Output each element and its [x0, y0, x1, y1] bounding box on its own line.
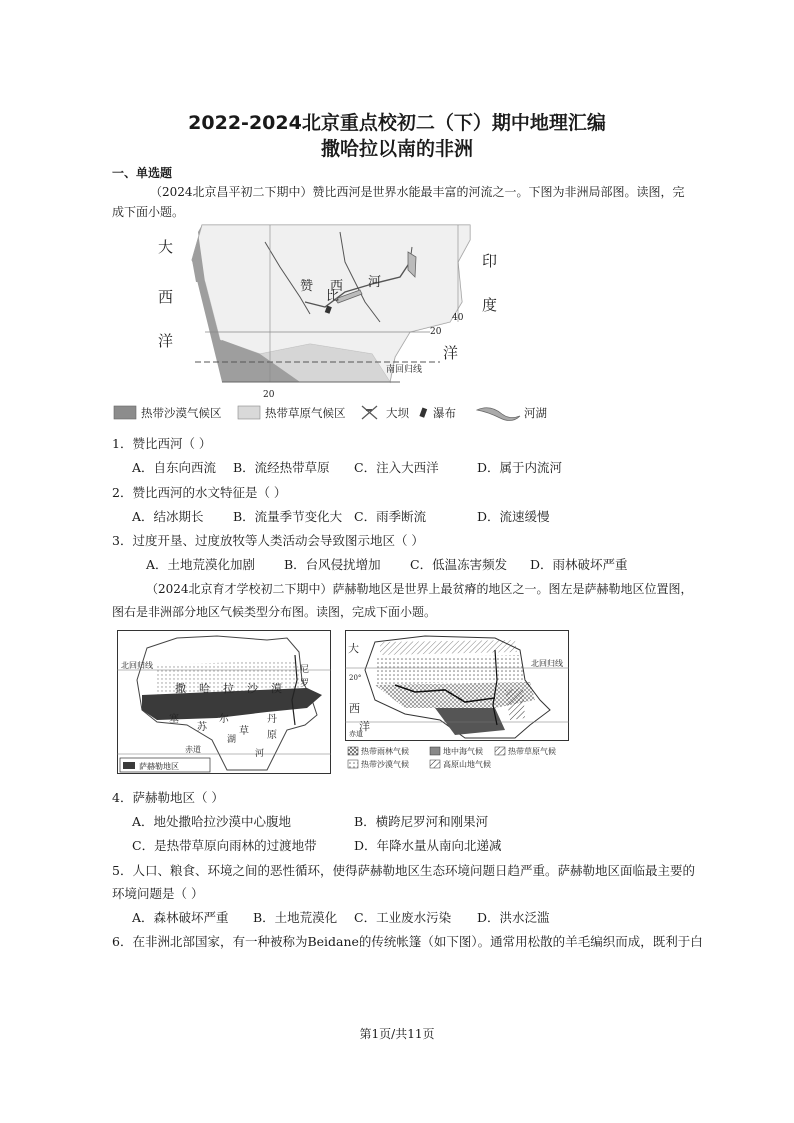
atlantic3-3: 洋 [359, 720, 370, 733]
q5-option-c[interactable]: C．工业废水污染 [354, 910, 452, 925]
legend-savanna: 热带草原气候区 [265, 406, 346, 420]
lat20-label: 20 [430, 327, 442, 337]
capricorn-label: 南回归线 [386, 365, 423, 375]
sahara-5: 漠 [271, 682, 282, 695]
legend-dam: 大坝 [386, 406, 409, 420]
q5-option-a[interactable]: A．森林破坏严重 [132, 910, 229, 925]
sahel-location-map [117, 630, 331, 774]
equator-label: 赤道 [185, 745, 201, 754]
q4-stem: 4．萨赫勒地区（ ） [112, 790, 224, 805]
nile-3: 河 [255, 749, 265, 759]
document-subtitle: 撒哈拉以南的非洲 [320, 138, 473, 160]
q2-stem: 2．赞比西河的水文特征是（ ） [112, 485, 287, 500]
q5-stem-line2: 环境问题是（ ） [112, 886, 204, 901]
intro1-line2: 成下面小题。 [112, 205, 185, 219]
q3-option-b[interactable]: B．台风侵扰增加 [284, 557, 381, 572]
q4-option-b[interactable]: B．横跨尼罗河和刚果河 [354, 814, 489, 829]
q6-stem-line1: 6．在非洲北部国家，有一种被称为Beidane的传统帐篷（如下图）。通常用松散的羊毛编织而成，既利于白 [112, 934, 703, 949]
document-title: 2022-2024北京重点校初二（下）期中地理汇编 [188, 112, 606, 134]
sahara-4: 沙 [247, 682, 258, 695]
legend-desert: 热带沙漠气候区 [141, 406, 222, 420]
sahara-1: 撒 [175, 682, 186, 695]
lon20-label: 20 [263, 390, 275, 400]
sahel-extra-1: 塞 [169, 714, 179, 725]
q1-option-b[interactable]: B．流经热带草原 [233, 460, 330, 475]
q2-option-c[interactable]: C．雨季断流 [354, 509, 427, 524]
page-footer: 第1页/共11页 [359, 1027, 435, 1041]
legend-lake: 河湖 [524, 406, 547, 420]
legend-waterfall: 瀑布 [433, 406, 456, 420]
africa-zambezi-map [110, 222, 550, 428]
q1-option-c[interactable]: C．注入大西洋 [354, 460, 439, 475]
sudan-2: 丹 [267, 714, 277, 725]
indian-label-2: 度 [482, 296, 498, 314]
q2-option-d[interactable]: D．流速缓慢 [477, 509, 550, 524]
q1-option-d[interactable]: D．属于内流河 [477, 460, 563, 475]
atlantic-label-1: 大 [158, 238, 174, 256]
nile-1: 尼 [300, 665, 310, 675]
legend-savanna3: 热带草原气候 [508, 747, 556, 756]
sahara-3: 拉 [223, 682, 234, 695]
q4-option-d[interactable]: D．年降水量从南向北递减 [354, 838, 502, 853]
dam-icon [362, 406, 377, 419]
q4-option-a[interactable]: A．地处撒哈拉沙漠中心腹地 [132, 814, 292, 829]
sudan-1: 苏 [197, 722, 207, 733]
savanna-swatch [238, 406, 260, 419]
indian-label-3: 洋 [443, 344, 459, 362]
sahel-extra-2: 尔 [219, 714, 229, 725]
lon40-label: 40 [452, 313, 464, 323]
atlantic3-1: 大 [348, 642, 359, 655]
section-heading: 一、单选题 [112, 166, 173, 180]
q2-option-b[interactable]: B．流量季节变化大 [233, 509, 343, 524]
q2-option-a[interactable]: A．结冰期长 [132, 509, 204, 524]
waterfall-icon [419, 408, 427, 418]
q5-stem-line1: 5．人口、粮食、环境之间的恶性循环，使得萨赫勒地区生态环境问题日趋严重。萨赫勒地区面临最主要的 [112, 863, 695, 878]
lake-icon [477, 408, 520, 421]
desert-swatch [114, 406, 136, 419]
q5-option-d[interactable]: D．洪水泛滥 [477, 910, 550, 925]
q1-stem: 1．赞比西河（ ） [112, 436, 212, 451]
intro1-line1: （2024北京昌平初二下期中）赞比西河是世界水能最丰富的河流之一。下图为非洲局部图。读图，完 [150, 185, 685, 199]
atlantic3-2: 西 [349, 702, 360, 715]
atlantic-label-3: 洋 [158, 332, 174, 350]
legend-highland: 高原山地气候 [443, 760, 491, 769]
indian-label-1: 印 [482, 252, 498, 270]
map1-legend [112, 402, 562, 424]
nile-2: 罗 [300, 679, 310, 689]
sahara-2: 哈 [199, 682, 210, 695]
intro2-line2: 图右是非洲部分地区气候类型分布图。读图，完成下面小题。 [112, 605, 437, 619]
intro2-line1: （2024北京育才学校初二下期中）萨赫勒地区是世界上最贫瘠的地区之一。图左是萨赫勒地区位置图， [146, 582, 693, 596]
q3-option-d[interactable]: D．雨林破坏严重 [530, 557, 628, 572]
equator3-label: 赤道 [349, 730, 363, 738]
q1-option-a[interactable]: A．自东向西流 [132, 460, 217, 475]
q4-option-c[interactable]: C．是热带草原向雨林的过渡地带 [132, 838, 317, 853]
river-label-1: 赞 [300, 279, 314, 294]
legend-mediterranean: 地中海气候 [443, 747, 483, 756]
river-label-3: 河 [368, 275, 382, 290]
q3-option-a[interactable]: A．土地荒漠化加剧 [146, 557, 256, 572]
atlantic-label-2: 西 [158, 288, 174, 306]
q3-stem: 3．过度开垦、过度放牧等人类活动会导致图示地区（ ） [112, 533, 424, 548]
sudan-3: 草 [239, 726, 249, 737]
q5-option-b[interactable]: B．土地荒漠化 [253, 910, 338, 925]
tropic-label: 北回归线 [121, 661, 153, 670]
sahel-extra-3: 湖 [227, 735, 237, 745]
tropic3-label: 北回归线 [531, 659, 563, 668]
lat20-3-label: 20° [349, 674, 362, 682]
q3-option-c[interactable]: C．低温冻害频发 [410, 557, 508, 572]
africa-climate-map [345, 630, 569, 774]
river-label-2: 西 [330, 279, 344, 294]
river-label-4: 比 [326, 289, 340, 304]
legend-desert3: 热带沙漠气候 [361, 760, 409, 769]
legend-rainforest: 热带雨林气候 [361, 747, 409, 756]
sudan-4: 原 [267, 730, 277, 741]
sahel-legend: 萨赫勒地区 [139, 762, 179, 771]
